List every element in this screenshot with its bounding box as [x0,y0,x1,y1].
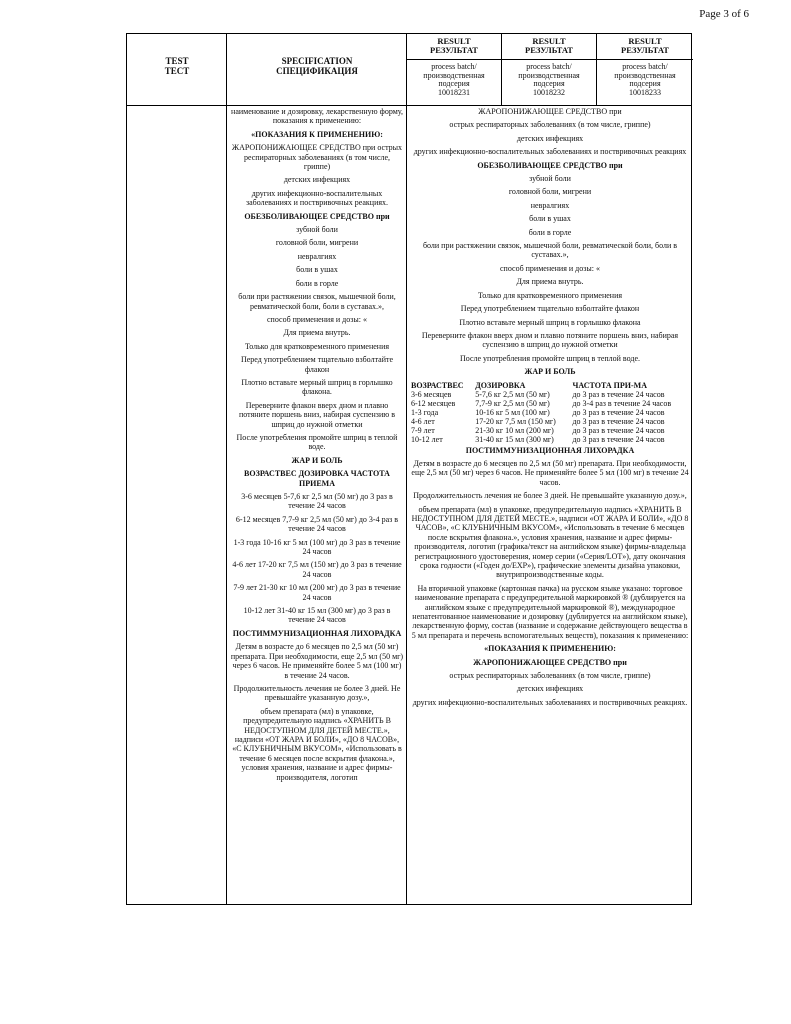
batch-number: 10018232 [533,87,565,97]
spec-line: зубной боли [296,225,338,235]
spec-line: объем препарата (мл) в упаковке, предупредительную надпись «ХРАНИТЬ В НЕДОСТУПНОМ ДЛЯ ДЕТЕЙ МЕСТЕ.», надписи «ОТ ЖАРА И БОЛИ», «ДО 8 ЧАСОВ», «С КЛУБНИЧНЫМ ВКУСОМ», «Использовать в течение 6 месяцев после вскрытия флакона.», условия хранения, название и адрес фирмы-производителя, логотип [232,706,402,782]
batch-label: подсерия [533,79,565,88]
batch-label: process batch/ [431,62,477,71]
dose-value: до 3 раз в течение 24 часов [572,434,665,444]
result-line: Только для кратковременного применения [477,290,623,300]
table-cell [474,435,571,444]
result-line: острых респираторных заболеваниях (в том числе, гриппе) [449,120,651,130]
table-cell [474,426,571,435]
table-cell [410,435,474,444]
table-cell [410,390,474,399]
dose-cell: 3-6 месяцев [241,492,282,501]
result-line: детских инфекциях [516,684,584,694]
batch-label: process batch/ [622,62,668,71]
result-text [407,106,693,712]
result-line: головной боли, мигрени [508,187,592,197]
result-line: ЖАР И БОЛЬ [524,367,576,377]
result-line: Для приема внутрь. [516,277,584,287]
result-line: способ применения и дозы: « [499,263,600,273]
table-cell [474,399,571,408]
dose-value: 10 мл (200 мг) [505,425,554,435]
batch-label: производственная [614,70,676,80]
result-line: детских инфекциях [516,133,584,143]
result-line: «ПОКАЗАНИЯ К ПРИМЕНЕНИЮ: [484,644,616,654]
spec-line: ЖАРОПОНИЖАЮЩЕЕ СРЕДСТВО при острых респираторных заболеваниях (в том числе, гриппе) [231,143,403,172]
spec-line: боли в горле [295,278,339,288]
result-line: Продолжительность лечения не более 3 дней. Не превышайте указанную дозу.», [413,491,687,501]
table-cell [571,435,690,444]
table-cell [410,426,474,435]
spec-line: боли при растяжении связок, мышечной боли, ревматической боли, боли в суставах.», [238,292,396,311]
result-line: После употребления промойте шприц в теплой воде. [459,353,641,363]
dose-col-age: ВОЗРАСТВЕС [411,380,464,390]
table-row [410,390,690,399]
dose-cell: 7-9 лет [233,583,258,593]
dose-value: 21-30 кг [475,425,504,435]
table-row [410,435,690,444]
dose-value: 2,5 мл (50 мг) [503,389,550,399]
test-header [127,34,227,105]
spec-line: невралгиях [297,251,337,261]
dose-cell: до 3 раз в течение 24 часов [288,606,391,625]
table-cell [571,417,690,426]
dose-cell: 4-6 лет [232,560,257,570]
dose-value: 6-12 месяцев [411,398,456,408]
dose-cell: до 3 раз в течение 24 часов [288,492,393,511]
batch-label: process batch/ [526,62,572,71]
spec-text [227,106,407,787]
table-cell [571,399,690,408]
spec-line: Перед употреблением тщательно взболтайте флакон [240,355,394,374]
dose-value: 2,5 мл (50 мг) [503,398,550,408]
specification-table [126,33,692,905]
result-line: невралгиях [530,200,570,210]
dose-cell: 15 мл (300 мг) [307,606,356,616]
result-line: ЖАРОПОНИЖАЮЩЕЕ СРЕДСТВО при [473,657,627,667]
result-col-2 [502,34,597,106]
page-number: Page 3 of 6 [699,8,749,20]
table-cell [571,390,690,399]
result-line: ОБЕЗБОЛИВАЮЩЕЕ СРЕДСТВО при [477,160,623,170]
dose-cell: до 3 раз в течение 24 часов [302,583,401,602]
result-title-ru: РЕЗУЛЬТАТ [430,45,478,55]
dose-table-header: ВОЗРАСТВЕС ДОЗИРОВКА ЧАСТОТА ПРИЕМА [244,469,390,488]
result-line: боли в ушах [529,214,571,224]
dose-value: 17-20 кг [475,416,504,426]
table-cell [474,408,571,417]
dose-cell: 31-40 кг [277,606,306,616]
dose-value: до 3 раз в течение 24 часов [572,389,665,399]
dose-cell: 5 мл (100 мг) [292,537,338,547]
dose-value: до 3 раз в течение 24 часов [572,407,665,417]
spec-line: детских инфекциях [283,175,351,185]
batch-label: производственная [518,70,580,80]
dose-col-freq: ЧАСТОТА ПРИ-МА [572,380,647,390]
result-line: зубной боли [529,174,571,184]
result-line: объем препарата (мл) в упаковке, предупредительную надпись «ХРАНИТЬ В НЕДОСТУПНОМ ДЛЯ ДЕТЕЙ МЕСТЕ.», надписи «ОТ ЖАРА И БОЛИ», «ДО 8 ЧАСОВ», «С КЛУБНИЧНЫМ ВКУСОМ», «Использовать в течение 6 месяцев после вскрытия флакона.», условия хранения, название и адрес фирмы-производителя, логотип (графика/текст на английском языке) фирмы-владельца регистрационного удостоверения, номер серии («Серия/LOT»), дату окончания срока годности («Годен до/EXP»), графические элементы дизайна упаковки, внутрипроизводственные коды. [411,504,689,580]
dose-cell: 17-20 кг [258,560,286,570]
result-title-en: RESULT [628,36,662,46]
table-cell [410,417,474,426]
dose-value: 10-12 лет [411,434,443,444]
dose-cell: 7,5 мл (150 мг) [287,560,339,570]
dose-value: 7-9 лет [411,425,435,435]
spec-line: других инфекционно-воспалительных заболеваниях и поствривочных реакциях. [245,188,389,208]
dose-value: 15 мл (300 мг) [505,434,554,444]
dose-value: 10-16 кг [475,407,504,417]
spec-header [227,34,407,105]
dose-value: до 3-4 раз в течение 24 часов [572,398,672,408]
table-row [410,399,690,408]
test-header-en: TEST [165,56,189,66]
dose-cell: 10 мл (200 мг) [288,583,338,593]
table-cell [410,399,474,408]
result-line: боли в горле [528,227,572,237]
dose-cell: 7,7-9 кг [282,514,309,524]
dose-value: 5-7,6 кг [475,389,502,399]
dose-row [230,583,404,602]
batch-label: подсерия [438,79,470,88]
batch-label: производственная [423,70,485,80]
dose-cell: 2,5 мл (50 мг) [311,492,359,501]
table-cell [474,390,571,399]
spec-line: Только для кратковременного применения [244,341,390,351]
dose-cell: 6-12 месяцев [235,514,281,524]
table-cell [410,408,474,417]
dose-cell: 2,5 мл (50 мг) [310,514,357,524]
dose-value: 7,7-9 кг [475,398,502,408]
result-title-ru: РЕЗУЛЬТАТ [621,45,669,55]
table-row [410,408,690,417]
spec-line: ОБЕЗБОЛИВАЮЩЕЕ СРЕДСТВО при [244,211,390,221]
dose-value: 3-6 месяцев [411,389,452,399]
test-column [127,34,227,904]
dose-cell: 10-12 лет [243,606,276,616]
batch-label: подсерия [629,79,661,88]
spec-line: Переверните флакон вверх дном и плавно потяните поршень вниз, набирая суспензию в шприц до нужной отметки [239,400,395,429]
spec-line: способ применения и дозы: « [266,314,367,324]
table-cell [571,408,690,417]
result-line: острых респираторных заболеваниях (в том числе, гриппе) [449,671,651,681]
dose-cell: 5-7,6 кг [283,492,310,501]
dose-value: 4-6 лет [411,416,435,426]
table-cell [571,426,690,435]
result-line: Детям в возрасте до 6 месяцев по 2,5 мл (50 мг) препарата. При необходимости, еще 2,5 мл (50 мг) через 6 часов. Не применяйте более 5 мл (100 мг) в течение 24 часов. [411,458,689,487]
result-line: ПОСТИММУНИЗАЦИОННАЯ ЛИХОРАДКА [465,445,635,455]
dose-cell: до 3 раз в течение 24 часов [302,560,402,579]
spec-header-en: SPECIFICATION [281,56,353,66]
spec-line: Продолжительность лечения не более 3 дней. Не превышайте указанную дозу.», [233,683,401,703]
spec-line: наименование и дозировку, лекарственную форму, показания к применению: [231,107,403,126]
result-title-en: RESULT [532,36,566,46]
result-col-3 [597,34,693,106]
dose-row [230,515,404,534]
table-cell [474,417,571,426]
spec-line: боли в ушах [296,265,338,275]
dose-value: до 3 раз в течение 24 часов [572,416,665,426]
dose-row [230,560,404,579]
dose-cell: до 3 раз в течение 24 часов [302,537,401,557]
spec-line: Плотно вставьте мерный шприц в горлышко флакона. [241,377,393,397]
result-line: Плотно вставьте мерный шприц в горлышко флакона [459,317,641,327]
spec-line: Детям в возрасте до 6 месяцев по 2,5 мл (50 мг) препарата. При необходимости, еще 2,5 мл (50 мг) через 6 часов. Не применяйте более 5 мл (100 мг) в течение 24 часов. [230,642,404,680]
result-line: боли при растяжении связок, мышечной боли, ревматической боли, боли в суставах.», [422,241,678,260]
table-row [410,417,690,426]
result-col-1 [407,34,502,106]
result-title-en: RESULT [437,36,471,46]
dose-row [230,606,404,625]
batch-number: 10018233 [629,87,661,97]
dose-value: 7,5 мл (150 мг) [505,416,556,426]
dose-value: 31-40 кг [475,434,504,444]
dose-col-dose: ДОЗИРОВКА [475,380,526,390]
result-title-ru: РЕЗУЛЬТАТ [525,45,573,55]
spec-line: ПОСТИММУНИЗАЦИОННАЯ ЛИХОРАДКА [232,628,402,638]
dose-cell: до 3-4 раз в течение 24 часов [288,514,399,534]
test-header-ru: ТЕСТ [164,66,190,76]
dose-row [230,492,404,511]
spec-line: ЖАР И БОЛЬ [291,455,343,465]
dose-value: до 3 раз в течение 24 часов [572,425,665,435]
results-header [407,34,693,106]
result-line: Переверните флакон вверх дном и плавно потяните поршень вниз, набирая суспензию в шприц до нужной отметки [421,330,679,350]
dose-cell: 10-16 кг [262,537,291,547]
table-row [410,426,690,435]
result-line: других инфекционно-воспалительных заболеваниях и поствривочных реакциях [413,147,687,157]
spec-line: «ПОКАЗАНИЯ К ПРИМЕНЕНИЮ: [251,129,383,139]
spec-header-ru: СПЕЦИФИКАЦИЯ [276,66,358,76]
dose-value: 5 мл (100 мг) [505,407,550,417]
spec-line: Для приема внутрь. [283,328,351,338]
spec-line: После употребления промойте шприц в теплой воде. [236,432,398,452]
result-line: Перед употреблением тщательно взболтайте флакон [460,304,640,314]
dose-cell: 21-30 кг [259,583,287,593]
result-dose-table [410,381,690,444]
dose-value: 1-3 года [411,407,439,417]
spec-line: головной боли, мигрени [275,238,359,248]
dose-row [230,538,404,557]
result-line: ЖАРОПОНИЖАЮЩЕЕ СРЕДСТВО при [478,107,622,116]
dose-cell: 1-3 года [233,537,261,547]
batch-number: 10018231 [438,87,470,97]
result-line: На вторичной упаковке (картонная пачка) на русском языке указано: торговое наименование препарата с предупредительной маркировкой ® (дублируется на английском языке с предупредительной маркировкой ®), международное непатентованное наименование и дозировку (дублируется на английском языке), лекарственную форму, состав (название и содержание действующего вещества в 5 мл препарата и перечень вспомогательных веществ), показания к применению: [411,583,689,640]
result-line: других инфекционно-воспалительных заболеваниях и поствривочных реакциях. [412,697,688,707]
